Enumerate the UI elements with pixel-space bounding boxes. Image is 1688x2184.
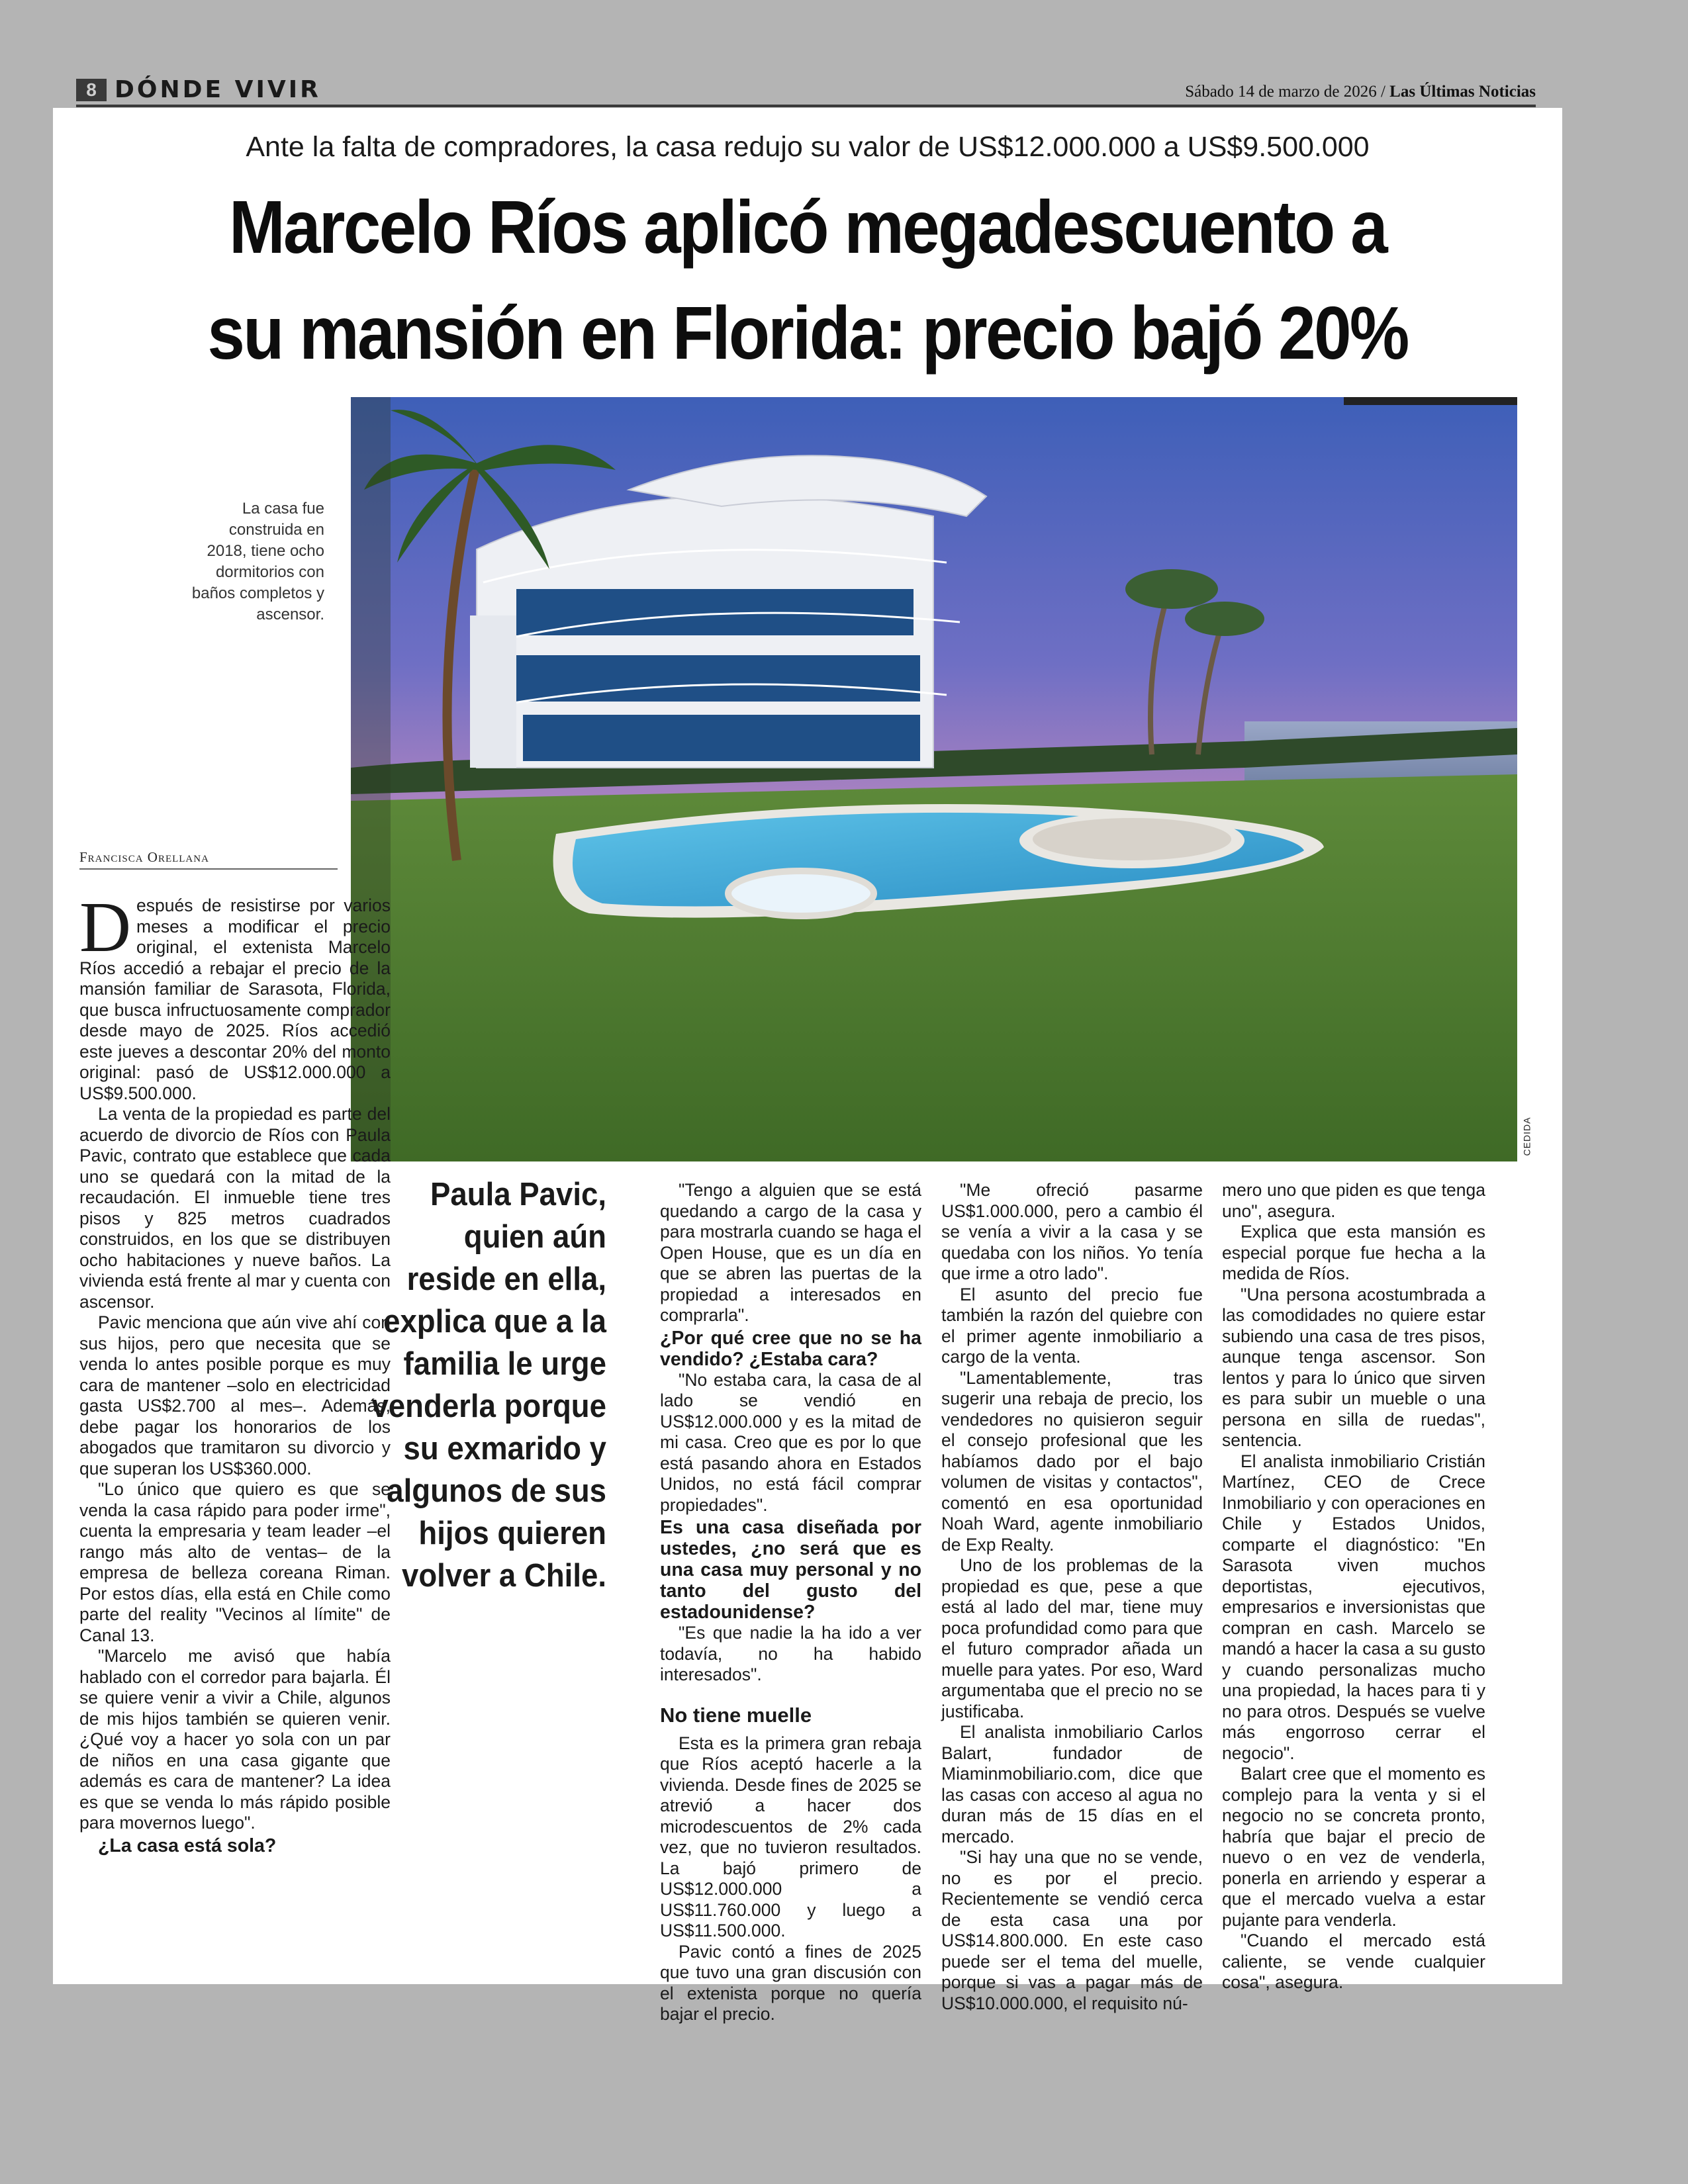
paragraph: "Marcelo me avisó que había hablado con el corredor para bajarla. Él se quiere venir a vivir a Chile, algunos de mis hijos también se quieren venir. ¿Qué voy a hacer yo sola con un par de niños en una casa gigante que además es cara de mantener? La idea es que se venda lo más rápido posible para movernos luego".: [79, 1646, 391, 1833]
photo-caption: La casa fue construida en 2018, tiene ocho dormitorios con baños completos y ascensor.: [191, 500, 324, 623]
paragraph: "Una persona acostumbrada a las comodidades no quiere estar subiendo una casa de tres pisos, aunque tenga ascensor. Son lentos y para lo único que sirven es para subir un mueble o una persona en silla de ruedas", sentencia.: [1222, 1284, 1485, 1450]
byline-block: [79, 849, 338, 870]
paragraph: El asunto del precio fue también la razón del quiebre con el primer agente inmobiliario a cargo de la venta.: [941, 1284, 1203, 1367]
paragraph: Explica que esta mansión es especial porque fue hecha a la medida de Ríos.: [1222, 1222, 1485, 1283]
article-page: [53, 108, 1562, 2024]
mansion-photo-illustration: [351, 397, 1517, 1161]
paragraph-text: espués de resistirse por varios meses a modificar el precio original, el extenista Marcelo Ríos accedió a rebajar el precio de la mansión familiar de Sarasota, Florida, que busca infructuosamente comprador desde mayo de 2025. Ríos accedió este jueves a descontar 20% del monto original: pasó de US$12.000.000 a US$9.500.000.: [79, 895, 391, 1103]
section-title: DÓNDE VIVIR: [115, 76, 321, 103]
page-number: 8: [76, 79, 107, 101]
paragraph: Balart cree que el momento es complejo para la venta y si el negocio no se concreta pronto, habría que bajar el precio de nuevo o en vez de venderla, ponerla en arriendo y esperar a que el mercado vuelva a estar pujante para venderla.: [1222, 1764, 1485, 1930]
headline-line-1: Marcelo Ríos aplicó megadescuento a: [229, 185, 1386, 269]
interview-question: ¿La casa está sola?: [98, 1835, 277, 1856]
article-column-5: [1222, 1180, 1485, 1993]
header-date-line: [1185, 83, 1536, 101]
issue-date: Sábado 14 de marzo de 2026: [1185, 83, 1377, 101]
article-column-3: [660, 1180, 921, 2025]
paragraph: "No estaba cara, la casa de al lado se vendió en US$12.000.000 y es la mitad de mi casa. Creo que es por lo que está pasando ahora en Estados Unidos, no está fácil comprar propiedades".: [660, 1369, 921, 1515]
date-separator: /: [1380, 83, 1385, 101]
paragraph: Esta es la primera gran rebaja que Ríos aceptó hacerle a la vivienda. Desde fines de 2025 se atrevió a hacer dos microdescuentos de 2% cada vez, que no tuvieron resultados. La bajó primero de US$12.000.000 a US$11.760.000 y luego a US$11.500.000.: [660, 1733, 921, 1940]
paragraph: "Cuando el mercado está caliente, se vende cualquier cosa", asegura.: [1222, 1931, 1485, 1992]
interview-question: Es una casa diseñada por ustedes, ¿no será que es una casa muy personal y no tanto del gusto del estadounidense?: [660, 1517, 921, 1623]
interview-question: ¿Por qué cree que no se ha vendido? ¿Estaba cara?: [660, 1327, 921, 1370]
paragraph: mero uno que piden es que tenga uno", asegura.: [1222, 1180, 1485, 1221]
paragraph: El analista inmobiliario Carlos Balart, fundador de Miaminmobiliario.com, dice que las casas con acceso al agua no duran más de 15 días en el mercado.: [941, 1722, 1203, 1846]
headline: [128, 174, 1487, 386]
paragraph: "Lo único que quiero es que se venda la casa rápido para poder irme", cuenta la empresaria y team leader –el rango más alto de ventas– de la empresa de belleza coreana Riman. Por estos días, ella está en Chile como parte del reality "Vecinos al límite" de Canal 13.: [79, 1479, 391, 1645]
header-rule: [76, 105, 1536, 107]
paragraph: Uno de los problemas de la propiedad es que, pese a que está al lado del mar, tiene muy poca profundidad como para que el futuro comprador añada un muelle para yates. Por eso, Ward argumentaba que el precio no se justificaba.: [941, 1555, 1203, 1721]
paragraph: [79, 888, 391, 1104]
drop-cap: D: [79, 888, 131, 967]
paragraph: Pavic contó a fines de 2025 que tuvo una gran discusión con el extenista porque no quería bajar el precio.: [660, 1941, 921, 2024]
page-header: [76, 77, 1536, 104]
paragraph: La venta de la propiedad es parte del acuerdo de divorcio de Ríos con Paula Pavic, contrato que establece que cada uno se quedará con la mitad de la recaudación. El inmueble tiene tres pisos y 825 metros cuadrados construidos, en los que se distribuyen ocho habitaciones y nueve baños. La vivienda está frente al mar y cuenta con ascensor.: [79, 1104, 391, 1312]
headline-line-2: su mansión en Florida: precio bajó 20%: [207, 291, 1408, 375]
article-column-4: [941, 1180, 1203, 2014]
mansion-photo: [351, 397, 1517, 1161]
paragraph: "Me ofreció pasarme US$1.000.000, pero a cambio él se venía a vivir a la casa y se quedaba con los niños. Yo tenía que irme a otro lado".: [941, 1180, 1203, 1283]
publication-name: Las Últimas Noticias: [1389, 83, 1536, 101]
photo-credit-label: CEDIDA: [1521, 1116, 1532, 1156]
photo-credit: [1518, 1118, 1538, 1158]
pull-quote: Paula Pavic, quien aún reside en ella, explica que a la familia le urge venderla porque su exmarido y algunos de sus hijos quieren volver a Chile.: [371, 1177, 606, 1594]
paragraph: Pavic menciona que aún vive ahí con sus hijos, pero que necesita que se venda lo antes posible porque es muy cara de mantener –solo en electricidad gasta US$2.700 al mes–. Además, debe pagar los honorarios de los abogados que tramitaron su divorcio y que superan los US$360.000.: [79, 1312, 391, 1479]
subheading: No tiene muelle: [660, 1703, 812, 1727]
kicker: Ante la falta de compradores, la casa redujo su valor de US$12.000.000 a US$9.500.000: [246, 131, 1370, 163]
byline: Francisca Orellana: [79, 849, 338, 870]
paragraph: "Lamentablemente, tras sugerir una rebaja de precio, los vendedores no quisieron seguir el consejo profesional que les habíamos dado por el bajo volumen de visitas y contactos", comentó en esa oportunidad Noah Ward, agente inmobiliario de Exp Realty.: [941, 1367, 1203, 1555]
paragraph: "Es que nadie la ha ido a ver todavía, no ha habido interesados".: [660, 1623, 921, 1684]
paragraph: El analista inmobiliario Cristián Martínez, CEO de Crece Inmobiliario y con operaciones en Chile y Estados Unidos, comparte el diagnóstico: "En Sarasota viven muchos deportistas, ejecutivos, empresarios e inversionistas que compran en cash. Marcelo se mandó a hacer la casa a su gusto y cuando personalizas mucho una propiedad, la haces para ti y no para otros. Después se vuelve más engorroso cerrar el negocio".: [1222, 1451, 1485, 1763]
paragraph: "Si hay una que no se vende, no es por el precio. Recientemente se vendió cerca de esta casa una por US$14.800.000. En este caso puede ser el tema del muelle, porque si vas a pagar más de US$10.000.000, el requisito nú-: [941, 1847, 1203, 2013]
article-column-1: [79, 888, 391, 1856]
paragraph: "Tengo a alguien que se está quedando a cargo de la casa y para mostrarla cuando se haga el Open House, que es un día en que se abren las puertas de la propiedad a interesados en comprarla".: [660, 1180, 921, 1325]
